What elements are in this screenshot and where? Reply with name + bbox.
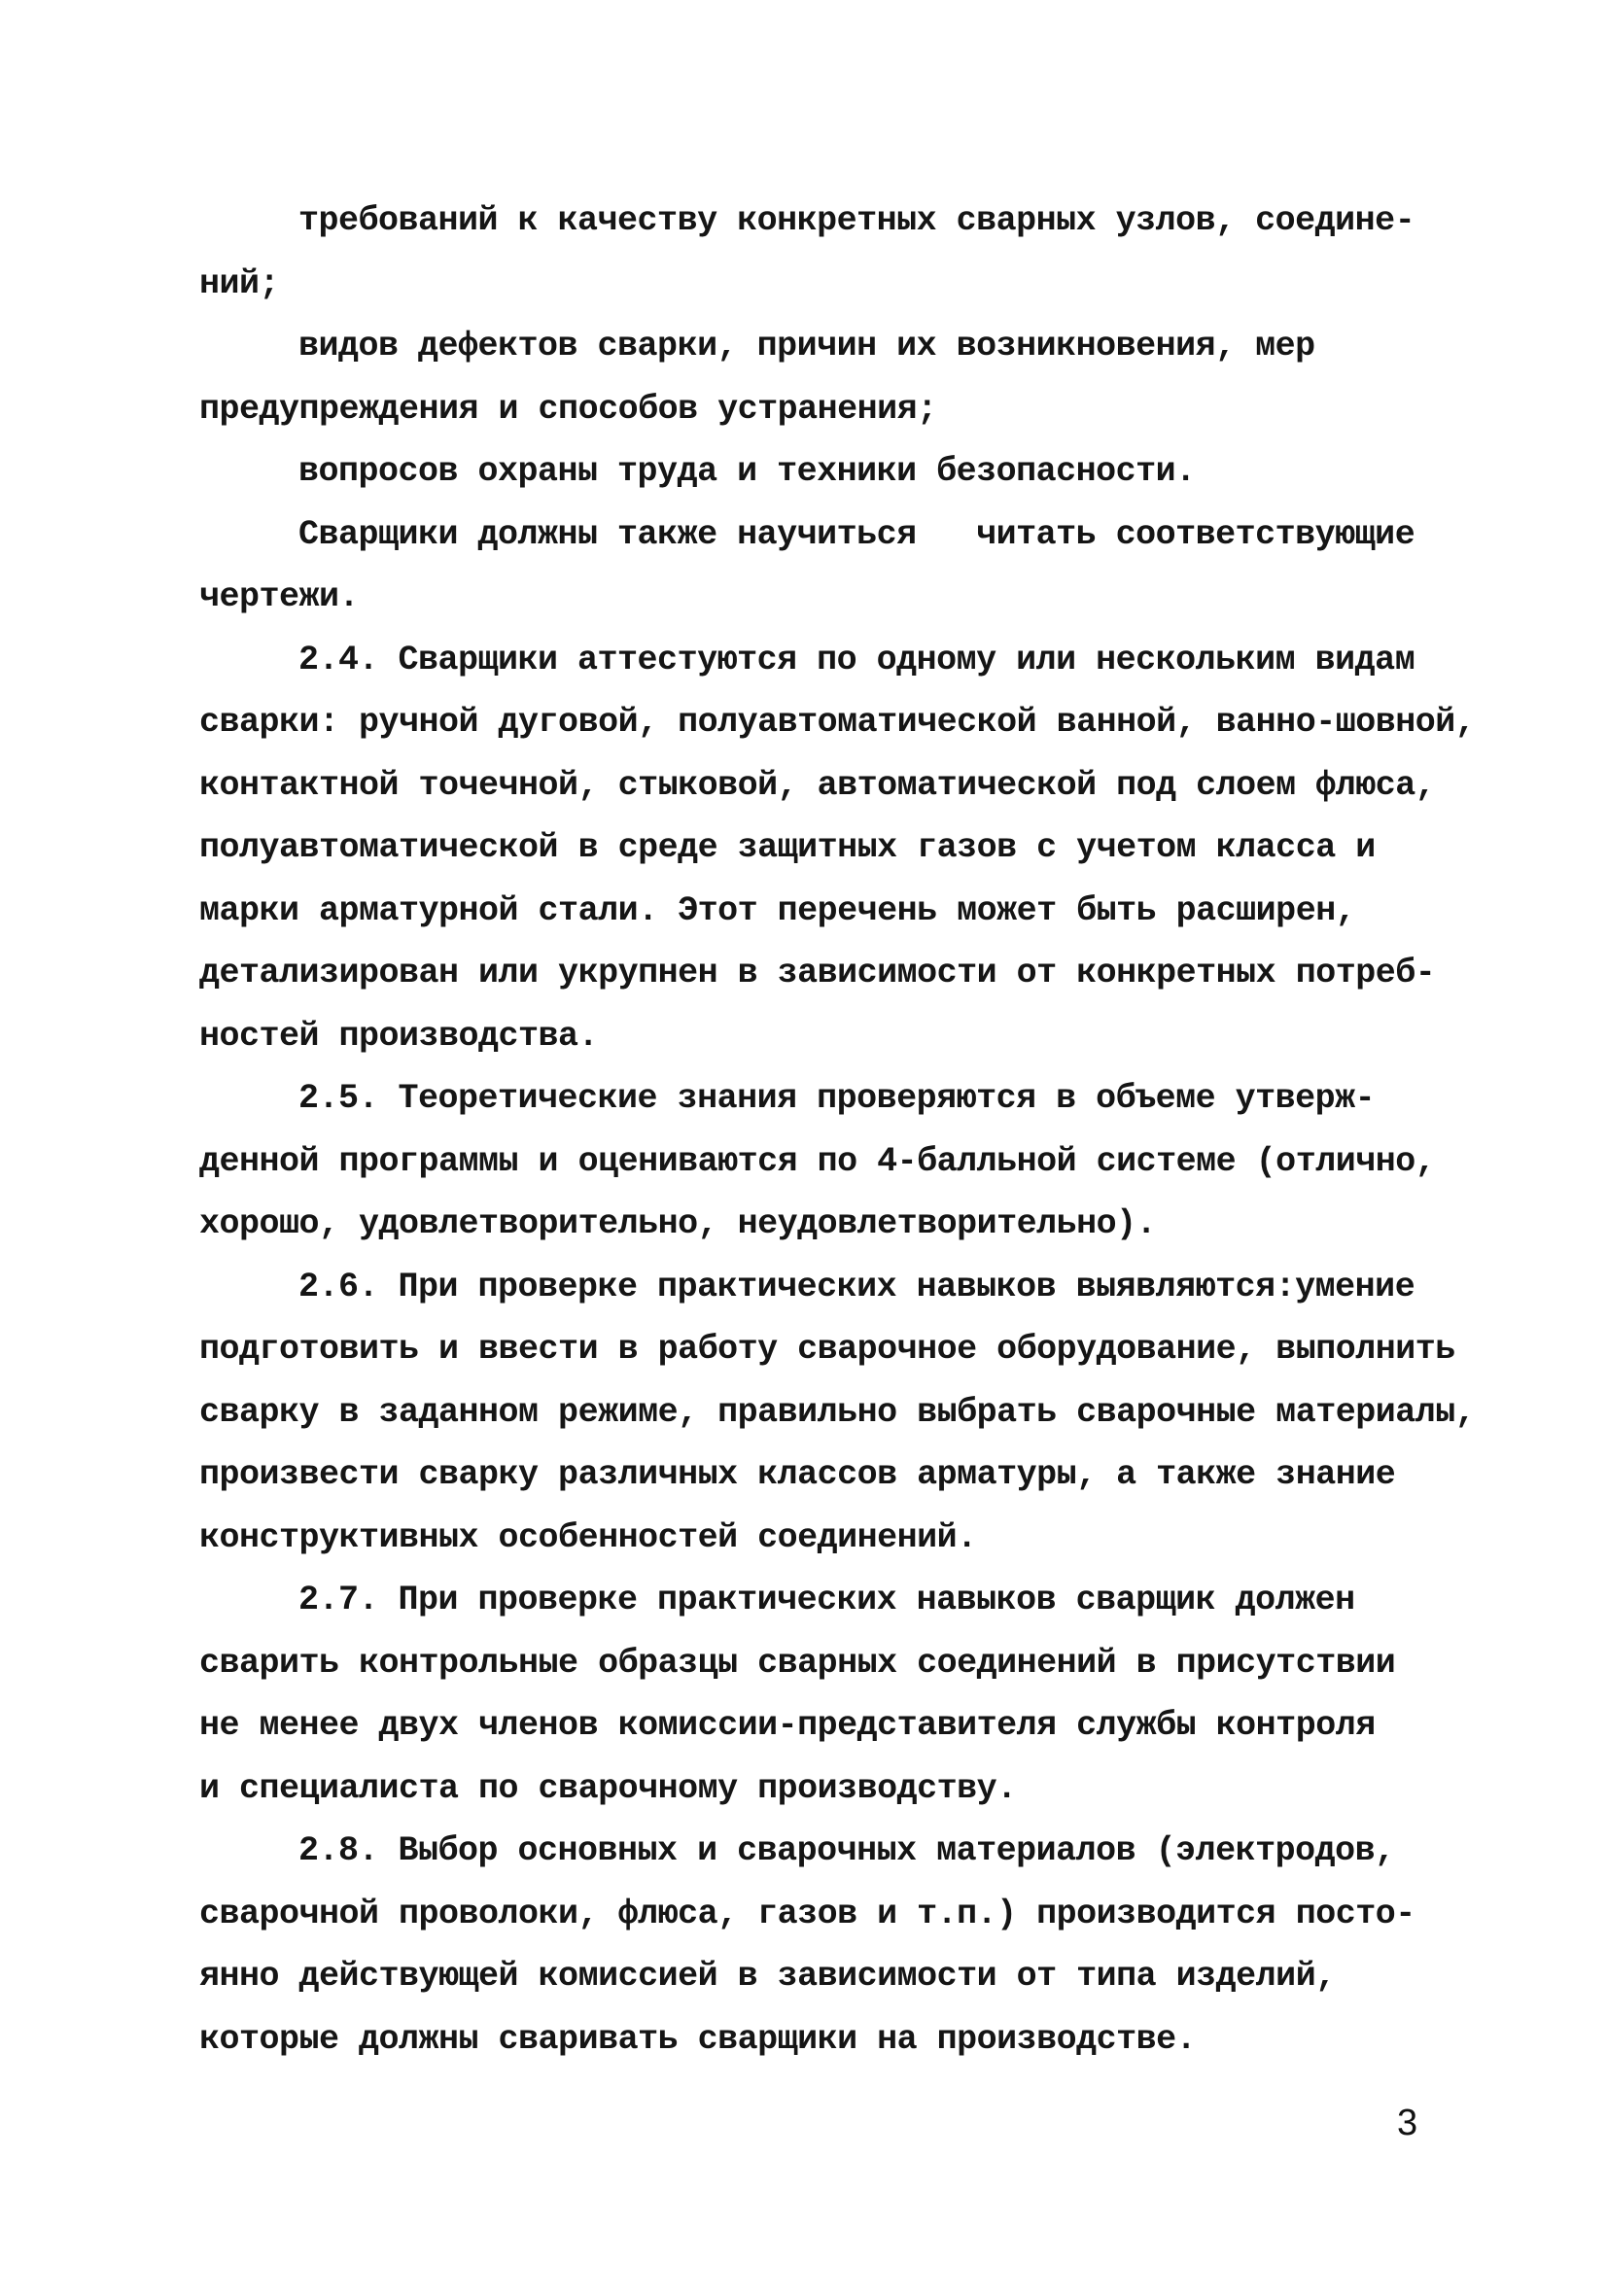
text-line: чертежи. (199, 577, 360, 616)
text-line: детализирован или укрупнен в зависимости от конкретных потреб- (199, 954, 1436, 992)
paragraph (199, 1569, 1434, 1820)
text-line: денной программы и оцениваются по 4-балльной системе (отлично, (199, 1141, 1436, 1181)
text-line: контактной точечной, стыковой, автоматической под слоем флюса, (199, 765, 1436, 805)
text-line: хорошо, удовлетворительно, неудовлетворительно). (199, 1204, 1157, 1243)
paragraph (199, 504, 1434, 629)
paragraph (199, 315, 1434, 440)
text-line: предупреждения и способов устранения; (199, 389, 937, 429)
text-line: сварку в заданном режиме, правильно выбрать сварочные материалы, (199, 1392, 1476, 1432)
text-line: не менее двух членов комиссии-представителя службы контроля (199, 1706, 1376, 1745)
text-line: янно действующей комиссией в зависимости от типа изделий, (199, 1957, 1336, 1996)
text-line: сварки: ручной дуговой, полуавтоматической ванной, ванно-шовной, (199, 703, 1476, 742)
paragraph (199, 629, 1476, 1068)
text-line: видов дефектов сварки, причин их возникновения, мер (298, 327, 1315, 365)
text-line: 2.6. При проверке практических навыков выявляются:умение (298, 1267, 1415, 1306)
text-line: произвести сварку различных классов арматуры, а также знание (199, 1455, 1396, 1494)
paragraph (199, 440, 1434, 504)
text-line: марки арматурной стали. Этот перечень может быть расширен, (199, 890, 1356, 930)
text-line: ностей производства. (199, 1016, 599, 1056)
text-line: ний; (199, 263, 280, 303)
text-line: 2.5. Теоретические знания проверяются в объеме утверж- (298, 1079, 1376, 1118)
text-line: 2.8. Выбор основных и сварочных материалов (электродов, (298, 1831, 1395, 1870)
paragraph (199, 1820, 1434, 2070)
text-line: сварить контрольные образцы сварных соединений в присутствии (199, 1643, 1396, 1683)
text-line: сварочной проволоки, флюса, газов и т.п.) производится посто- (199, 1894, 1415, 1933)
text-line: 2.7. При проверке практических навыков сварщик должен (298, 1581, 1355, 1619)
text-line: 2.4. Сварщики аттестуются по одному или нескольким видам (298, 640, 1415, 679)
text-line: и специалиста по сварочному производству. (199, 1768, 1017, 1808)
text-line: которые должны сваривать сварщики на производстве. (199, 2019, 1197, 2059)
text-line: подготовить и ввести в работу сварочное оборудование, выполнить (199, 1330, 1455, 1369)
text-line: Сварщики должны также научиться читать соответствующие (298, 514, 1415, 554)
text-line: вопросов охраны труда и техники безопасности. (298, 452, 1196, 491)
text-line: полуавтоматической в среде защитных газов с учетом класса и (199, 828, 1376, 867)
text-line: конструктивных особенностей соединений. (199, 1517, 977, 1557)
text-line: требований к качеству конкретных сварных узлов, соедине- (298, 201, 1415, 240)
paragraph (199, 1256, 1476, 1570)
page-number: 3 (1397, 2103, 1418, 2143)
paragraph (199, 190, 1434, 315)
paragraph (199, 1067, 1434, 1256)
body-text (199, 190, 1476, 2070)
